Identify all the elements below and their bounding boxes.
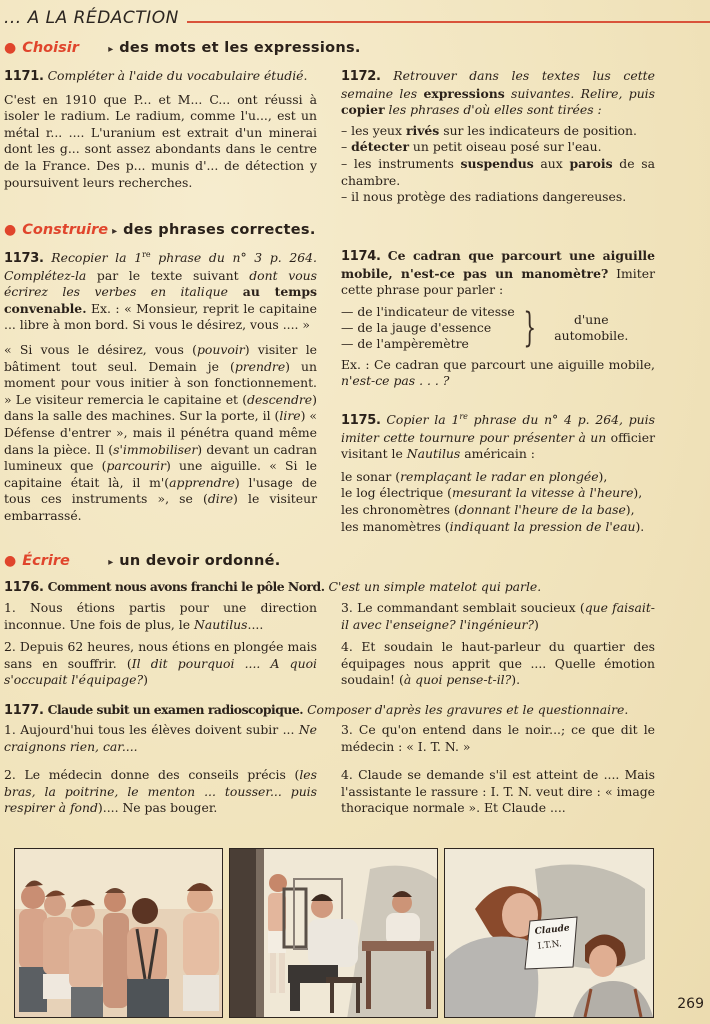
example-text: n'est-ce pas . . . ?	[341, 373, 450, 389]
exercise-1173	[4, 250, 317, 525]
exercise-number: 1174.	[341, 249, 381, 264]
text-segment: « Si vous le désirez, vous (	[4, 341, 197, 357]
text-segment: ) l'usage de tous ces instruments », se (	[4, 474, 317, 507]
arrow-icon: ▸	[112, 226, 118, 237]
list-item: 3. Ce qu'on entend dans le noir...; ce que dit le médecin : « I. T. N. »	[341, 722, 655, 754]
list-item: le sonar (remplaçant le radar en plongée),	[341, 468, 608, 484]
list-item: — de l'indicateur de vitesse	[341, 303, 515, 319]
bullet-icon: ●	[4, 40, 17, 56]
exercise-1176-right	[341, 600, 655, 689]
verb-to-conjugate: descendre	[247, 391, 313, 407]
example-text: Ex. : Ce cadran que parcourt une aiguille mobile,	[341, 356, 655, 372]
section-verb: Construire	[22, 222, 109, 238]
exercise-number: 1176.	[4, 580, 44, 595]
example-text: Ex. : « Monsieur, reprit le capitaine ... libre à mon bord. Si vous le désirez, vous .... »	[4, 300, 317, 333]
ship-name: Nautilus	[406, 446, 461, 462]
instruction-part: expressions	[423, 85, 505, 101]
list-item: – il nous protège des radiations dangereuses.	[341, 189, 627, 205]
verb-to-conjugate: prendre	[234, 358, 286, 374]
section-choisir	[4, 40, 361, 56]
bullet-icon: ●	[4, 222, 17, 238]
text-segment: ) un moment pour vous initier à son fonctionnement. » Le visiteur remercia le capitaine et (	[4, 358, 318, 407]
exercise-1175	[341, 412, 655, 535]
instruction-part: copier	[341, 102, 385, 118]
card-result: I.T.N.	[537, 939, 563, 952]
instruction-part: phrase du n° 4 p. 264, puis imiter cette tournure pour présenter à un	[341, 412, 655, 445]
section-text: des mots et les expressions.	[119, 40, 361, 56]
exercise-title: Claude subit un examen radioscopique.	[47, 702, 304, 717]
instruction-part: Copier la 1	[386, 412, 460, 427]
instruction-part: phrase du n° 3 p. 264.	[150, 250, 317, 265]
arrow-icon: ▸	[108, 557, 114, 568]
text-segment: ) dans la salle des machines. Sur la porte, il (	[4, 391, 317, 424]
verb-to-conjugate: parcourir	[106, 458, 166, 474]
exercise-1177-right	[341, 722, 655, 817]
superscript: re	[459, 411, 468, 421]
exercise-text: C'est en 1910 que P... et M... C... ont réussi à isoler le radium. Le radium, comme l'u..., est un métal r... .... L'uranium est extrait d'un minerai dont les g... sont assez abondants dans le centre de la France. Des p... munis d'... de détection y poursuivent leurs recherches.	[4, 91, 317, 190]
exercise-title: Comment nous avons franchi le pôle Nord.	[47, 579, 325, 594]
page-title: ... A LA RÉDACTION	[4, 8, 179, 28]
exercise-1172	[341, 68, 655, 206]
list-item: 4. Claude se demande s'il est atteint de .... Mais l'assistante le rassure : I. T. N. veut dire : « image thoracique normale ». Et Claude ....	[341, 767, 655, 816]
verb-to-conjugate: apprendre	[169, 474, 235, 490]
exercise-number: 1173.	[4, 251, 44, 266]
brace-list	[341, 304, 655, 352]
exercise-1177-heading	[4, 702, 704, 719]
section-text: des phrases correctes.	[123, 222, 316, 238]
exercise-text	[4, 342, 317, 525]
text-segment: ) une aiguille. « Si le capitaine était là, il m'(	[4, 458, 317, 490]
section-text: un devoir ordonné.	[119, 553, 281, 569]
exercise-1177-left	[4, 722, 317, 817]
list-item: 3. Le commandant semblait soucieux (que faisait-il avec l'enseigne? l'ingénieur?)	[341, 600, 655, 632]
list-item: 4. Et soudain le haut-parleur du quartier des équipages nous apprit que .... Quelle émotion soudain! (à quoi pense-t-il?).	[341, 639, 655, 688]
exercise-number: 1175.	[341, 413, 381, 428]
list-item: 1. Nous étions partis pour une direction inconnue. Une fois de plus, le Nautilus....	[4, 600, 317, 632]
exercise-subtitle: Composer d'après les gravures et le questionnaire.	[307, 702, 629, 717]
model-sentence: Ce cadran que parcourt une aiguille mobile, n'est-ce pas un manomètre?	[341, 248, 655, 281]
verb-to-conjugate: pouvoir	[196, 341, 245, 357]
verb-to-conjugate: dire	[207, 491, 234, 507]
section-verb: Écrire	[22, 553, 70, 569]
list-item: 1. Aujourd'hui tous les élèves doivent subir ... Ne craignons rien, car....	[4, 722, 317, 754]
exercise-1171	[4, 68, 317, 191]
arrow-icon: ▸	[108, 44, 114, 55]
boy-figure	[19, 880, 47, 1012]
list-item: les manomètres (indiquant la pression de l'eau).	[341, 518, 645, 534]
desk	[362, 941, 434, 951]
instruction-part: officier visitant le	[341, 429, 655, 462]
verb-to-conjugate: lire	[279, 408, 301, 424]
brace-target: automobile.	[554, 327, 629, 343]
instruction-part: suivantes. Relire, puis	[511, 85, 655, 101]
instruction-part: Imiter cette phrase pour parler :	[341, 265, 655, 298]
page-number: 269	[677, 996, 704, 1012]
list-item: le log électrique (mesurant la vitesse à l'heure),	[341, 485, 643, 501]
text-segment: ) devant un cadran lumineux que (	[4, 441, 317, 474]
instruction-part: dont vous écrirez les verbes en italique	[4, 267, 317, 300]
exercise-subtitle: C'est un simple matelot qui parle.	[328, 579, 542, 594]
list-item: – les yeux rivés sur les indicateurs de position.	[341, 122, 637, 138]
card	[525, 917, 577, 969]
illustration-assistant-card	[444, 848, 654, 1018]
instruction-part: au temps convenable.	[4, 284, 317, 316]
superscript: re	[142, 249, 151, 259]
exercise-1176-left	[4, 600, 317, 689]
exercise-1174	[341, 248, 655, 390]
exercise-1176-heading	[4, 579, 704, 596]
instruction-part: Recopier la 1	[51, 250, 143, 265]
list-item: 2. Depuis 62 heures, nous étions en plongée mais sans en souffrir. (Il dit pourquoi .... A quoi s'occupait l'équipage?)	[4, 639, 317, 688]
exercise-number: 1177.	[4, 703, 44, 718]
instruction-part: par le texte suivant	[86, 267, 250, 283]
instruction-part: américain :	[460, 446, 535, 462]
text-segment: ) le visiteur embarrassé.	[4, 491, 317, 523]
illustration-boys-waiting	[14, 848, 223, 1018]
exercise-number: 1172.	[341, 69, 381, 84]
list-item: — de la jauge d'essence	[341, 319, 492, 335]
text-segment: ) visiter le bâtiment tout seul. Demain je (	[4, 341, 317, 374]
brace-icon: }	[523, 304, 536, 351]
header-rule	[187, 21, 710, 23]
brace-target: d'une	[573, 311, 609, 327]
exercise-instruction: Compléter à l'aide du vocabulaire étudié.	[47, 68, 308, 83]
bullet-icon: ●	[4, 553, 17, 569]
list-item: — de l'ampèremètre	[341, 335, 469, 351]
list-item: – les instruments suspendus aux parois de sa chambre.	[341, 155, 656, 188]
text-segment: ) « Défense d'entrer », mais il pénétra quand même dans la pièce. Il (	[4, 408, 317, 457]
page-header	[4, 4, 710, 28]
verb-to-conjugate: s'immobiliser	[113, 441, 198, 457]
section-construire	[4, 222, 316, 238]
exercise-number: 1171.	[4, 69, 44, 84]
card-name: Claude	[534, 923, 571, 938]
list-item: – détecter un petit oiseau posé sur l'eau.	[341, 139, 602, 155]
list-item: les chronomètres (donnant l'heure de la base),	[341, 501, 635, 517]
instruction-part: Complétez-la	[4, 267, 87, 283]
section-verb: Choisir	[22, 40, 79, 56]
instruction-part: les phrases d'où elles sont tirées :	[388, 102, 602, 118]
stool	[326, 977, 362, 983]
instruction-part: Retrouver dans les textes lus cette semaine les	[341, 68, 655, 101]
list-item: 2. Le médecin donne des conseils précis (les bras, la poitrine, le menton ... tousser... puis respirer à fond).... Ne pas bouger.	[4, 767, 317, 816]
section-ecrire	[4, 553, 281, 569]
illustration-doctor-radioscopy	[229, 848, 438, 1018]
